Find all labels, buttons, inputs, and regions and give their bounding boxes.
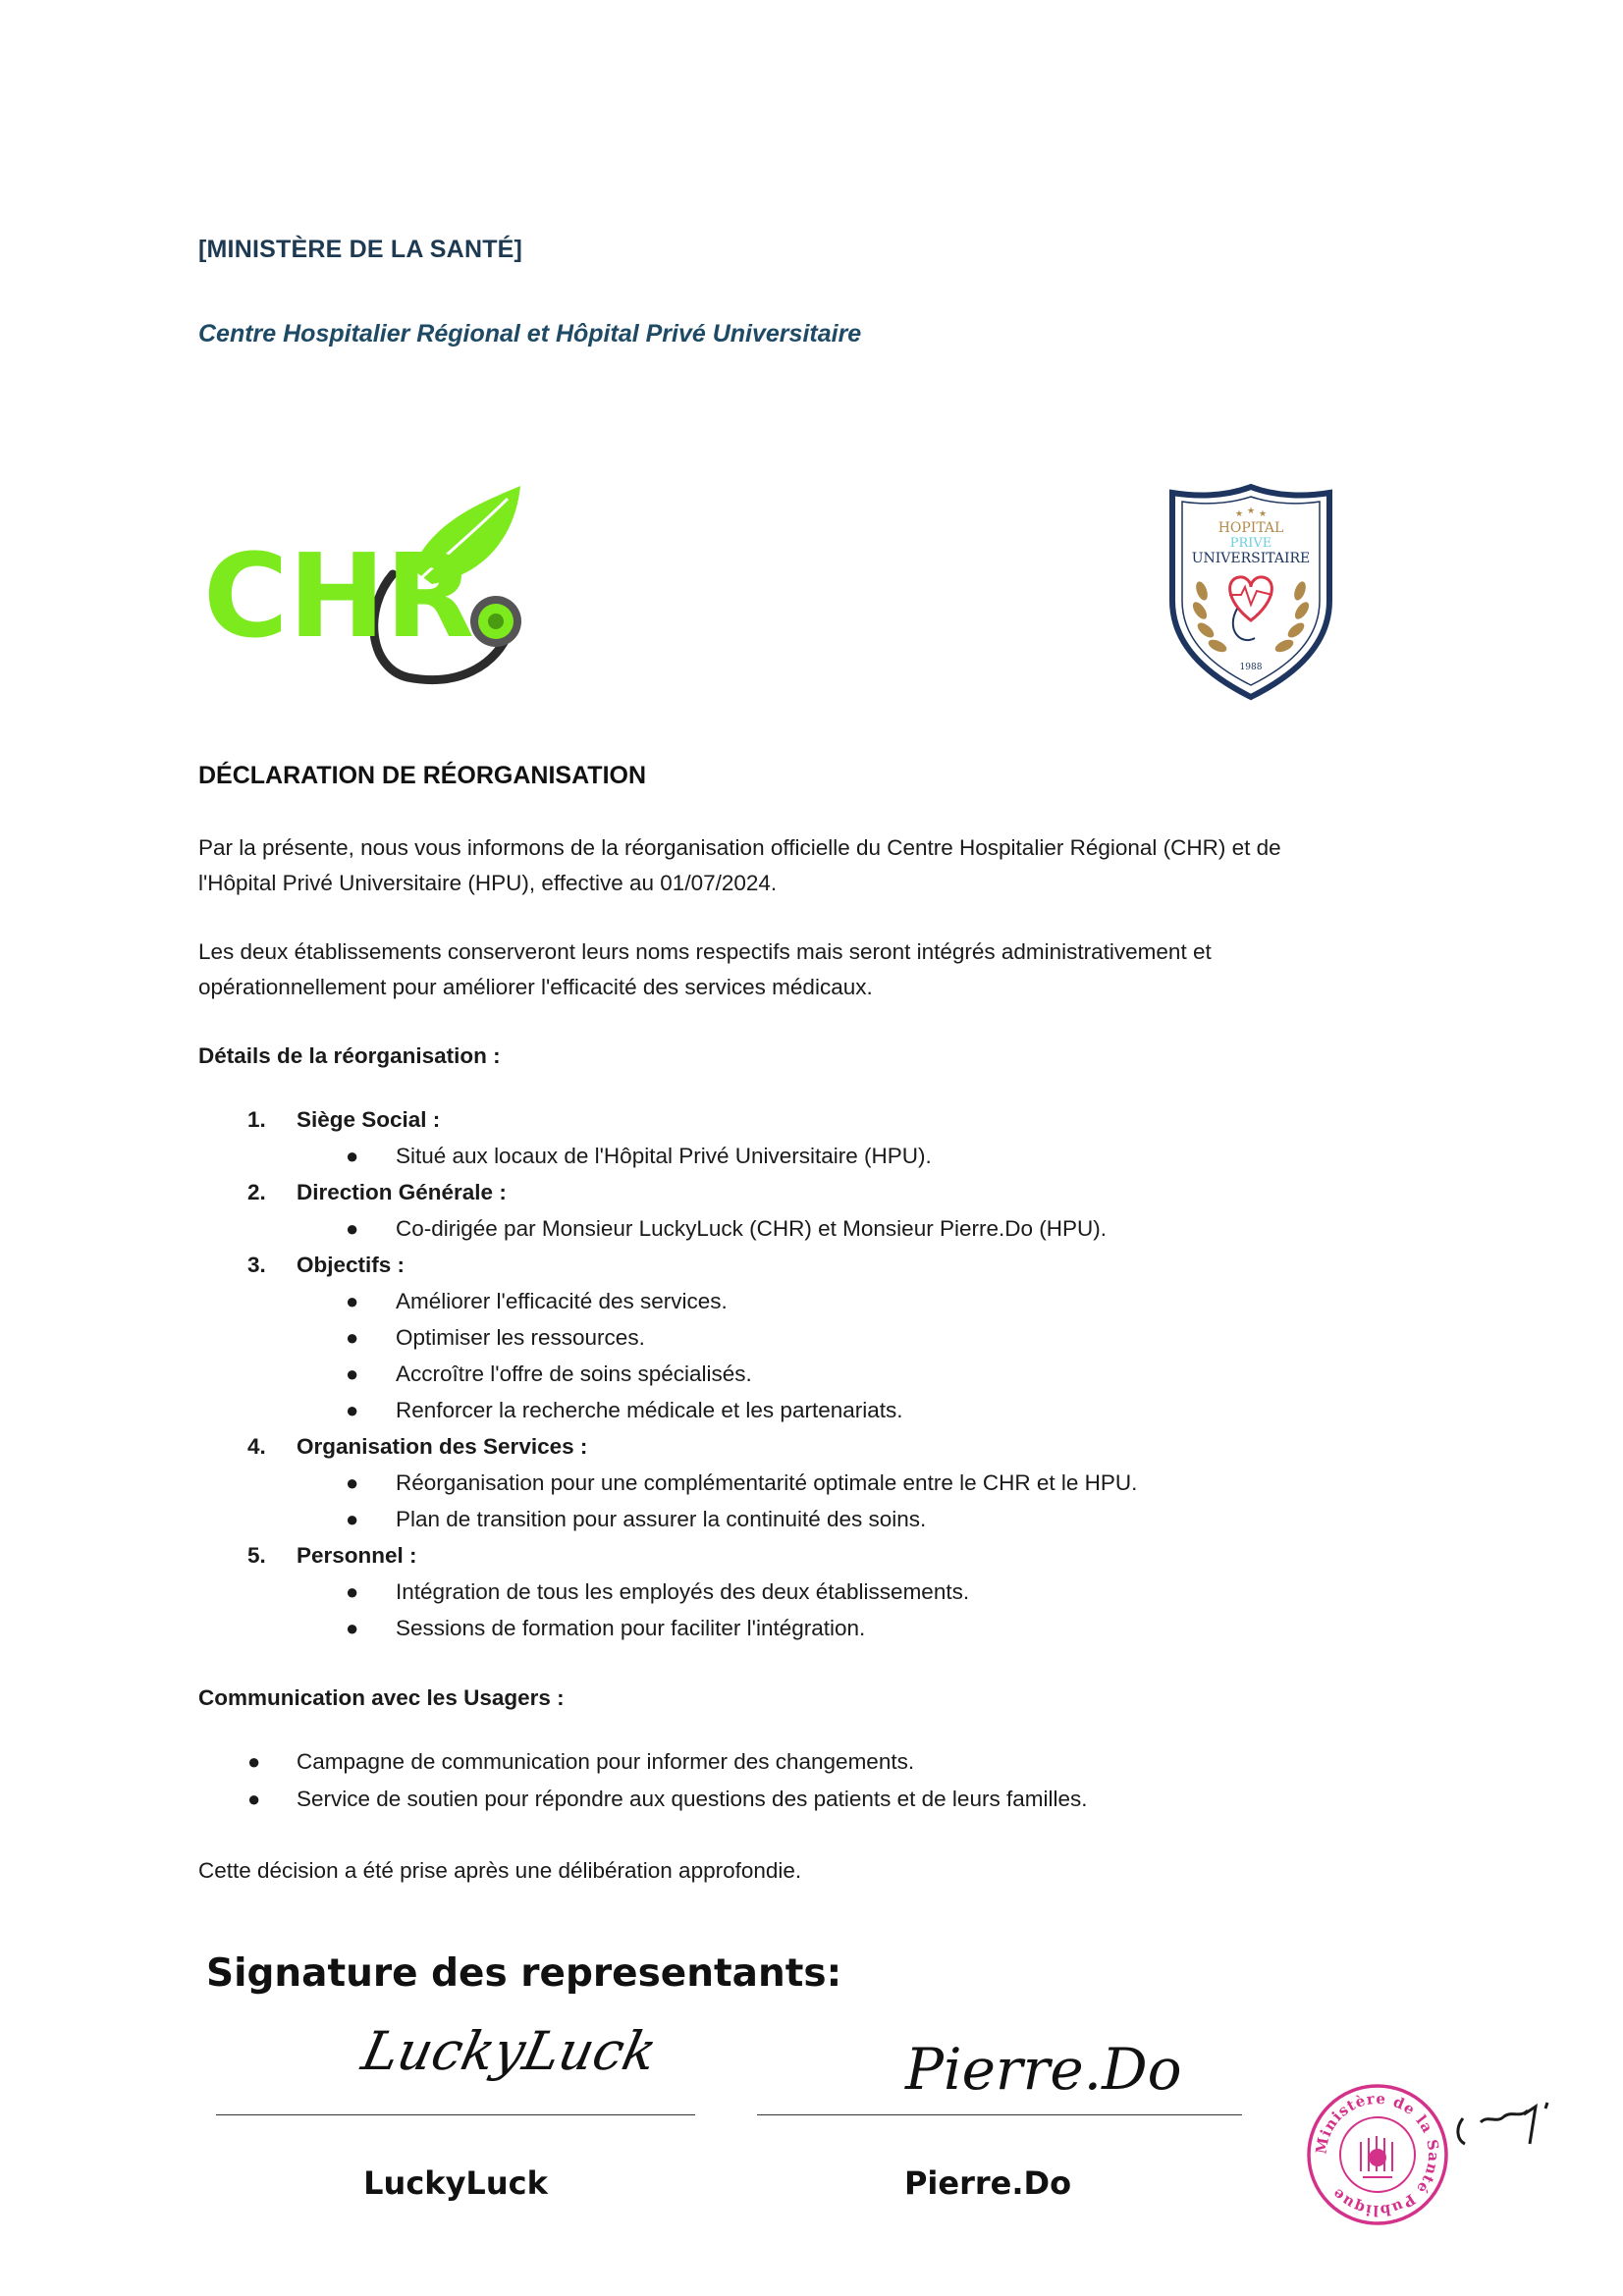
bullet-icon: ● xyxy=(346,1579,359,1604)
item-title: Direction Générale : xyxy=(297,1180,507,1204)
ministry-heading: [MINISTÈRE DE LA SANTÉ] xyxy=(198,236,523,263)
bullet-icon: ● xyxy=(346,1507,359,1531)
signature-luckyluck: LuckyLuck xyxy=(356,2020,663,2082)
item-number: 5. xyxy=(247,1543,266,1568)
item-title: Organisation des Services : xyxy=(297,1434,588,1459)
signature-line-left xyxy=(216,2114,695,2115)
bullet-text: Améliorer l'efficacité des services. xyxy=(396,1289,728,1313)
bullet-text: Réorganisation pour une complémentarité optimale entre le CHR et le HPU. xyxy=(396,1470,1138,1495)
svg-text:1988: 1988 xyxy=(1239,663,1263,672)
svg-text:★: ★ xyxy=(1247,506,1256,515)
item-number: 2. xyxy=(247,1180,266,1204)
hpu-crest-logo xyxy=(1166,483,1335,701)
details-heading: Détails de la réorganisation : xyxy=(198,1043,501,1068)
signatory-name-right: Pierre.Do xyxy=(903,2164,1072,2202)
item-number: 1. xyxy=(247,1107,266,1132)
svg-text:★: ★ xyxy=(1235,508,1244,518)
bullet-text: Situé aux locaux de l'Hôpital Privé Universitaire (HPU). xyxy=(396,1144,932,1168)
svg-text:HOPITAL: HOPITAL xyxy=(1217,520,1284,536)
declaration-title: DÉCLARATION DE RÉORGANISATION xyxy=(198,762,647,789)
paragraph-line: l'Hôpital Privé Universitaire (HPU), effective au 01/07/2024. xyxy=(198,871,778,895)
item-title: Siège Social : xyxy=(297,1107,441,1132)
paragraph-intro xyxy=(198,830,1435,901)
handwritten-initials xyxy=(1451,2089,1559,2158)
bullet-icon: ● xyxy=(346,1325,359,1350)
document-subtitle: Centre Hospitalier Régional et Hôpital Privé Universitaire xyxy=(198,320,862,347)
paragraph-integration xyxy=(198,934,1435,1005)
bullet-text: Plan de transition pour assurer la continuité des soins. xyxy=(396,1507,927,1531)
bullet-icon: ● xyxy=(247,1749,261,1774)
paragraph-line: Par la présente, nous vous informons de la réorganisation officielle du Centre Hospitalier Régional (CHR) et de xyxy=(198,835,1281,860)
closing-statement: Cette décision a été prise après une délibération approfondie. xyxy=(198,1858,802,1883)
bullet-text: Intégration de tous les employés des deux établissements. xyxy=(396,1579,970,1604)
chr-logo-text: CHR xyxy=(203,528,475,664)
item-number: 4. xyxy=(247,1434,266,1459)
bullet-icon: ● xyxy=(346,1216,359,1241)
bullet-text: Renforcer la recherche médicale et les partenariats. xyxy=(396,1398,903,1422)
bullet-icon: ● xyxy=(346,1616,359,1640)
chr-logo xyxy=(201,481,535,692)
item-number: 3. xyxy=(247,1253,266,1277)
paragraph-line: opérationnellement pour améliorer l'efficacité des services médicaux. xyxy=(198,975,873,999)
bullet-icon: ● xyxy=(247,1787,261,1811)
bullet-icon: ● xyxy=(346,1362,359,1386)
bullet-text: Sessions de formation pour faciliter l'intégration. xyxy=(396,1616,866,1640)
item-title: Personnel : xyxy=(297,1543,417,1568)
communication-heading: Communication avec les Usagers : xyxy=(198,1685,565,1710)
bullet-icon: ● xyxy=(346,1289,359,1313)
svg-text:★: ★ xyxy=(1259,508,1268,518)
bullet-icon: ● xyxy=(346,1144,359,1168)
signatory-name-left: LuckyLuck xyxy=(363,2164,548,2202)
svg-text:UNIVERSITAIRE: UNIVERSITAIRE xyxy=(1191,551,1311,566)
ministry-stamp xyxy=(1304,2081,1451,2228)
bullet-icon: ● xyxy=(346,1470,359,1495)
stamp-text: Ministère de la Santé Publique xyxy=(1312,2089,1443,2220)
signature-title: Signature des representants: xyxy=(206,1951,842,1996)
item-title: Objectifs : xyxy=(297,1253,406,1277)
bullet-text: Service de soutien pour répondre aux questions des patients et de leurs familles. xyxy=(297,1787,1088,1811)
signature-pierre-do: Pierre.Do xyxy=(905,2036,1182,2103)
bullet-text: Co-dirigée par Monsieur LuckyLuck (CHR) et Monsieur Pierre.Do (HPU). xyxy=(396,1216,1107,1241)
bullet-text: Accroître l'offre de soins spécialisés. xyxy=(396,1362,752,1386)
bullet-icon: ● xyxy=(346,1398,359,1422)
paragraph-line: Les deux établissements conserveront leurs noms respectifs mais seront intégrés administrativement et xyxy=(198,939,1212,964)
bullet-text: Campagne de communication pour informer des changements. xyxy=(297,1749,915,1774)
bullet-text: Optimiser les ressources. xyxy=(396,1325,645,1350)
signature-line-right xyxy=(757,2114,1242,2115)
svg-text:PRIVE: PRIVE xyxy=(1229,536,1272,551)
